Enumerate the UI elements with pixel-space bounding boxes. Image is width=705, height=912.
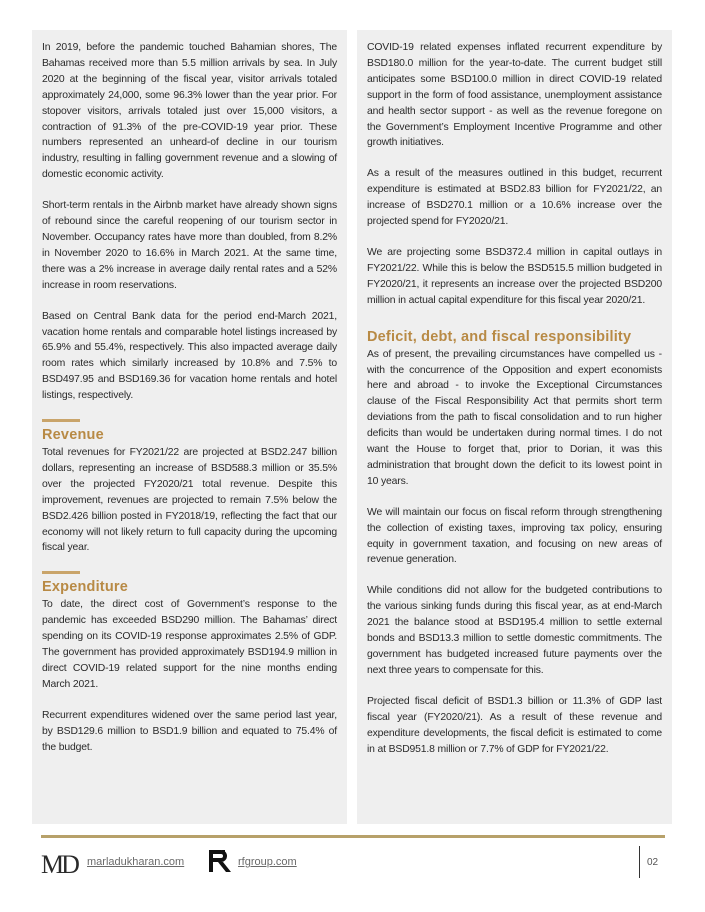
paragraph-capital-outlays: We are projecting some BSD372.4 million in capital outlays in FY2021/22. While this is below the BSD515.5 million budgeted in FY2020/21, it represents an increase over the projected BSD200 million in actual capital expenditure for this fiscal year 2020/21.: [367, 246, 662, 306]
paragraph-recurrent-estimate: As a result of the measures outlined in this budget, recurrent expenditure is estimated at BSD2.83 billion for FY2021/22, an increase of BSD270.1 million or a 10.6% increase over the projected spend for FY2020/21.: [367, 168, 662, 228]
deficit-heading: Deficit, debt, and fiscal responsibility: [367, 328, 632, 345]
rf-logo-icon: [208, 849, 232, 873]
paragraph-recurrent-expenditures: Recurrent expenditures widened over the same period last year, by BSD129.6 million to BSD1.9 billion and equated to 75.4% of the budget.: [42, 709, 337, 753]
section-divider: [42, 419, 80, 422]
paragraph-fiscal-deficit: Projected fiscal deficit of BSD1.3 billion or 11.3% of GDP last fiscal year (FY2020/21). As a result of these revenue and expenditure developments, the fiscal deficit is estimated to come in at BSD951.8 million or 7.7% of GDP for FY2021/22.: [367, 695, 662, 755]
paragraph-tourism-arrivals: In 2019, before the pandemic touched Bahamian shores, The Bahamas received more than 5.5 million arrivals by sea. In July 2020 at the beginning of the fiscal year, visitor arrivals totaled approximately 24,000, some 96.3% lower than the year prior. For stopover visitors, arrivals totaled just over 15,000 visitors, a contraction of 91.3% of the pre-COVID-19 year prior. These numbers represented an unheard-of decline in our tourism industry, resulting in falling government revenue and a slowing of domestic economic activity.: [42, 42, 337, 181]
paragraph-fiscal-reform: We will maintain our focus on fiscal reform through strengthening the collection of existing taxes, improving tax policy, ensuring equity in government taxation, and focusing on new areas of revenue generation.: [367, 506, 662, 566]
paragraph-covid-expenses: COVID-19 related expenses inflated recurrent expenditure by BSD180.0 million for the year-to-date. The current budget still anticipates some BSD100.0 million in direct COVID-19 related support in the form of food assistance, unemployment assistance and health sector support - as well as the revenue foregone on the Government’s Employment Incentive Programme and other growth initiatives.: [367, 42, 662, 149]
revenue-heading: Revenue: [42, 427, 104, 444]
left-column: [32, 30, 347, 824]
page-number: 02: [647, 857, 659, 868]
footer-divider: [41, 835, 665, 838]
rfgroup-link[interactable]: rfgroup.com: [238, 856, 297, 868]
footer: [41, 846, 665, 882]
right-column: [357, 30, 672, 824]
paragraph-exceptional-circumstances: As of present, the prevailing circumstances have compelled us - with the concurrence of the Opposition and expert economists here and abroad - to invoke the Exceptional Circumstances clause of the Fiscal Responsibility Act that permits short term deviations from the path to fiscal consolidation and to run higher deficits than would be undertaken during normal times. I do not want the House to forget that, prior to Dorian, it was this administration that brought down the deficit to its lowest point in 10 years.: [367, 348, 662, 487]
section-divider: [42, 571, 80, 574]
md-logo: MD: [41, 850, 77, 879]
paragraph-airbnb-rebound: Short-term rentals in the Airbnb market have already shown signs of rebound since the careful reopening of our tourism sector in November. Occupancy rates have more than doubled, from 8.2% in November 2020 to 16.6% in March 2021. At the same time, there was a 2% increase in average daily rental rates and a 52% increase in room reservations.: [42, 200, 337, 291]
expenditure-heading: Expenditure: [42, 579, 128, 596]
paragraph-covid-cost: To date, the direct cost of Government’s response to the pandemic has exceeded BSD290 million. The Bahamas’ direct spending on its COVID-19 response approximates 2.5% of GDP. The government has provided approximately BSD194.9 million in direct COVID-19 related support for the nine months ending March 2021.: [42, 599, 337, 690]
paragraph-sinking-funds: While conditions did not allow for the budgeted contributions to the various sinking funds during this fiscal year, as at end-March 2021 the balance stood at BSD195.4 million to settle external bonds and BSD13.3 million to settle domestic commitments. The government has budgeted increased future payments over the next three years to compensate for this.: [367, 585, 662, 676]
marladukharan-link[interactable]: marladukharan.com: [87, 856, 185, 868]
paragraph-revenue: Total revenues for FY2021/22 are projected at BSD2.247 billion dollars, representing an increase of BSD588.3 million or 35.5% over the projected FY2020/21 total revenue. Despite this improvement, revenues are projected to remain 7.5% below the BSD2.426 billion posted in FY2018/19, reflecting the fact that our economy will not likely return to full capacity during the upcoming fiscal year.: [42, 447, 337, 554]
page-number-divider: [639, 846, 640, 878]
paragraph-central-bank-data: Based on Central Bank data for the period end-March 2021, vacation home rentals and comparable hotel listings increased by 65.9% and 55.4%, respectively. This also impacted average daily room rates which similarly increased by 10.8% and 7.5% to BSD497.95 and BSD169.36 for vacation home rentals and hotel listings, respectively.: [42, 310, 337, 402]
